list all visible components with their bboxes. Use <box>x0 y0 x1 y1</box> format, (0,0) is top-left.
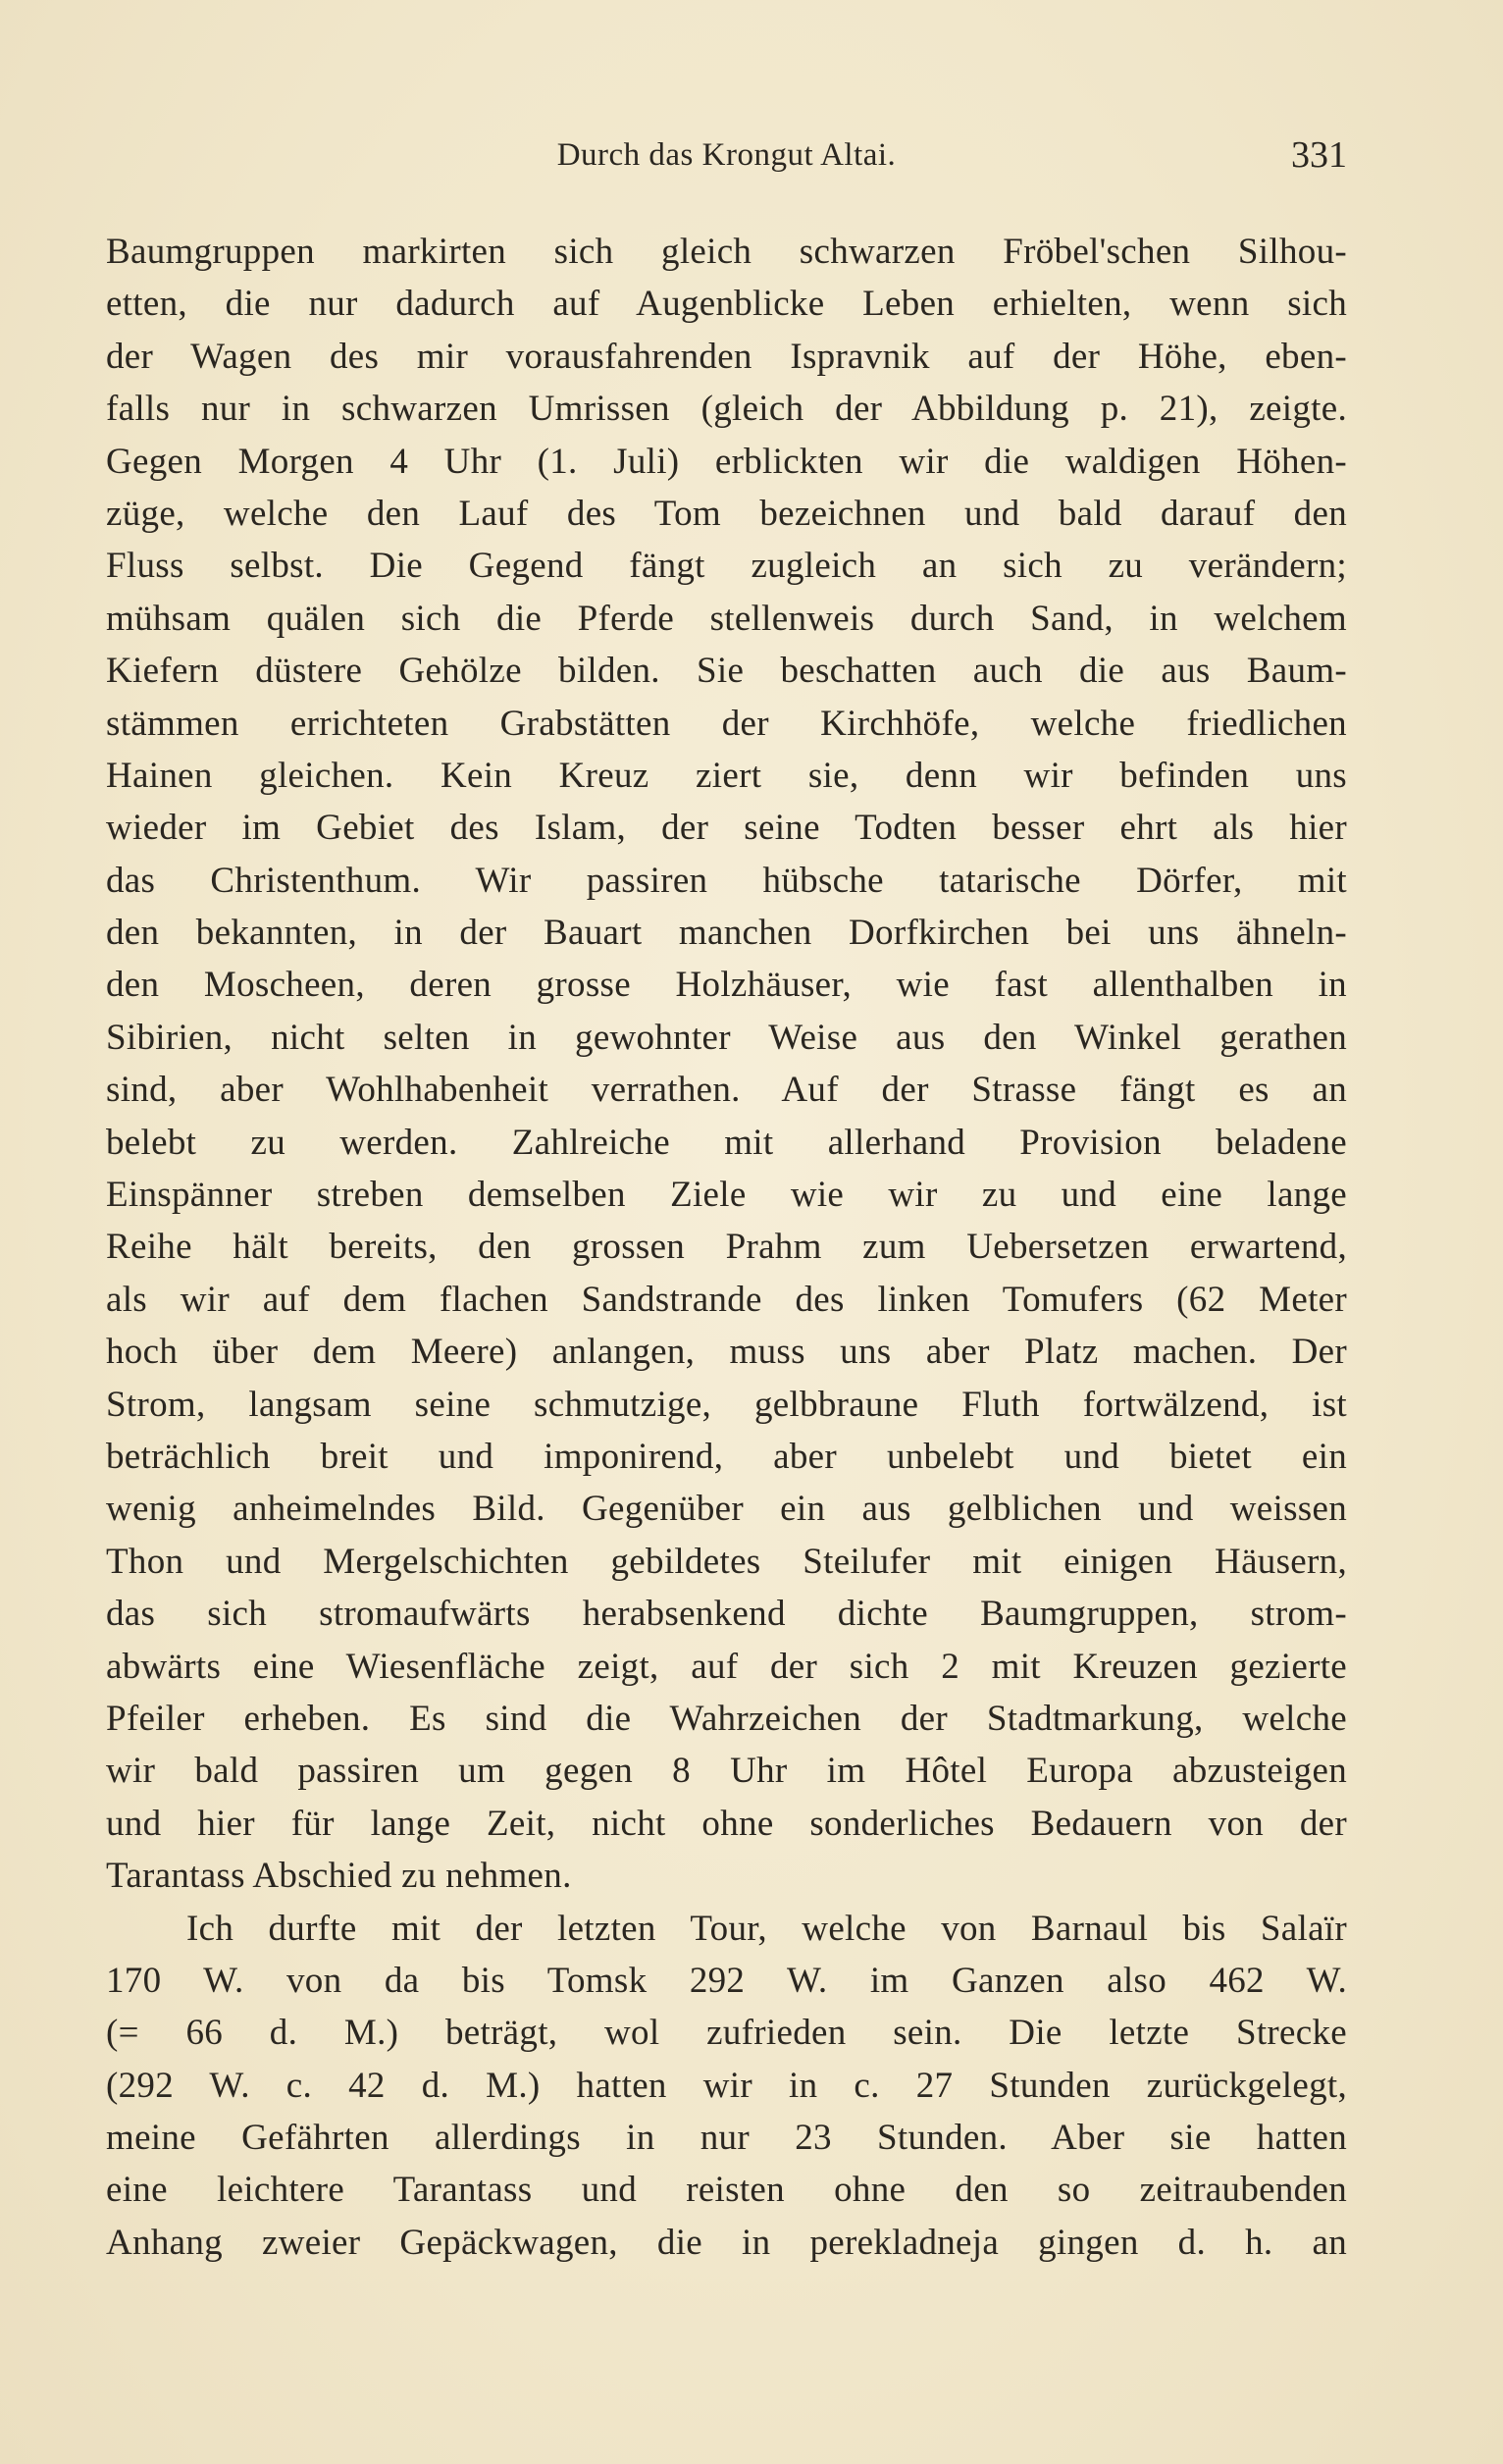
text-line: hoch über dem Meere) anlangen, muss uns aber Platz machen. Der <box>106 1332 1347 1373</box>
text-line: Hainen gleichen. Kein Kreuz ziert sie, denn wir befinden uns <box>106 755 1347 796</box>
text-line: das Christenthum. Wir passiren hübsche tatarische Dörfer, mit <box>106 860 1347 901</box>
paragraph-start-line: Ich durfte mit der letzten Tour, welche von Barnaul bis Salaïr <box>186 1908 1347 1949</box>
running-head <box>106 134 1347 186</box>
text-line: Thon und Mergelschichten gebildetes Steilufer mit einigen Häusern, <box>106 1541 1347 1582</box>
text-line: den bekannten, in der Bauart manchen Dorfkirchen bei uns ähneln- <box>106 913 1347 954</box>
body-text <box>106 226 1347 2269</box>
text-line: (292 W. c. 42 d. M.) hatten wir in c. 27 Stunden zurückgelegt, <box>106 2065 1347 2106</box>
text-line: Gegen Morgen 4 Uhr (1. Juli) erblickten wir die waldigen Höhen- <box>106 441 1347 482</box>
text-line: den Moscheen, deren grosse Holzhäuser, wie fast allenthalben in <box>106 965 1347 1006</box>
text-line: etten, die nur dadurch auf Augenblicke Leben erhielten, wenn sich <box>106 284 1347 325</box>
text-line: falls nur in schwarzen Umrissen (gleich der Abbildung p. 21), zeigte. <box>106 389 1347 430</box>
text-line: wieder im Gebiet des Islam, der seine Todten besser ehrt als hier <box>106 808 1347 849</box>
text-line: Baumgruppen markirten sich gleich schwarzen Fröbel'schen Silhou- <box>106 232 1347 272</box>
text-line: Kiefern düstere Gehölze bilden. Sie beschatten auch die aus Baum- <box>106 651 1347 692</box>
text-line: sind, aber Wohlhabenheit verrathen. Auf der Strasse fängt es an <box>106 1070 1347 1111</box>
text-line: Fluss selbst. Die Gegend fängt zugleich an sich zu verändern; <box>106 546 1347 587</box>
text-line: Sibirien, nicht selten in gewohnter Weise aus den Winkel gerathen <box>106 1017 1347 1058</box>
text-line: 170 W. von da bis Tomsk 292 W. im Ganzen also 462 W. <box>106 1960 1347 2001</box>
text-line: meine Gefährten allerdings in nur 23 Stunden. Aber sie hatten <box>106 2118 1347 2159</box>
paragraph-end-line: Tarantass Abschied zu nehmen. <box>106 1856 572 1897</box>
running-title: Durch das Krongut Altai. <box>556 137 897 173</box>
page-number: 331 <box>1291 134 1347 176</box>
text-line: als wir auf dem flachen Sandstrande des linken Tomufers (62 Meter <box>106 1279 1347 1320</box>
text-line: (= 66 d. M.) beträgt, wol zufrieden sein. Die letzte Strecke <box>106 2013 1347 2054</box>
text-line: Einspänner streben demselben Ziele wie wir zu und eine lange <box>106 1175 1347 1216</box>
text-line: Strom, langsam seine schmutzige, gelbbraune Fluth fortwälzend, ist <box>106 1384 1347 1425</box>
text-line: züge, welche den Lauf des Tom bezeichnen und bald darauf den <box>106 493 1347 534</box>
text-line: und hier für lange Zeit, nicht ohne sonderliches Bedauern von der <box>106 1803 1347 1844</box>
text-line: mühsam quälen sich die Pferde stellenweis durch Sand, in welchem <box>106 598 1347 639</box>
text-line: eine leichtere Tarantass und reisten ohne den so zeitraubenden <box>106 2170 1347 2211</box>
text-line: abwärts eine Wiesenfläche zeigt, auf der sich 2 mit Kreuzen gezierte <box>106 1646 1347 1687</box>
text-line: stämmen errichteten Grabstätten der Kirchhöfe, welche friedlichen <box>106 703 1347 744</box>
text-line: Pfeiler erheben. Es sind die Wahrzeichen der Stadtmarkung, welche <box>106 1698 1347 1739</box>
text-line: das sich stromaufwärts herabsenkend dichte Baumgruppen, strom- <box>106 1594 1347 1635</box>
text-line: belebt zu werden. Zahlreiche mit allerhand Provision beladene <box>106 1122 1347 1163</box>
text-line: Reihe hält bereits, den grossen Prahm zum Uebersetzen erwartend, <box>106 1227 1347 1268</box>
text-line: der Wagen des mir vorausfahrenden Ispravnik auf der Höhe, eben- <box>106 336 1347 377</box>
text-line: Anhang zweier Gepäckwagen, die in perekladneja gingen d. h. an <box>106 2222 1347 2263</box>
text-line: wenig anheimelndes Bild. Gegenüber ein aus gelblichen und weissen <box>106 1489 1347 1530</box>
text-line: beträchlich breit und imponirend, aber unbelebt und bietet ein <box>106 1436 1347 1477</box>
text-line: wir bald passiren um gegen 8 Uhr im Hôtel Europa abzusteigen <box>106 1751 1347 1792</box>
